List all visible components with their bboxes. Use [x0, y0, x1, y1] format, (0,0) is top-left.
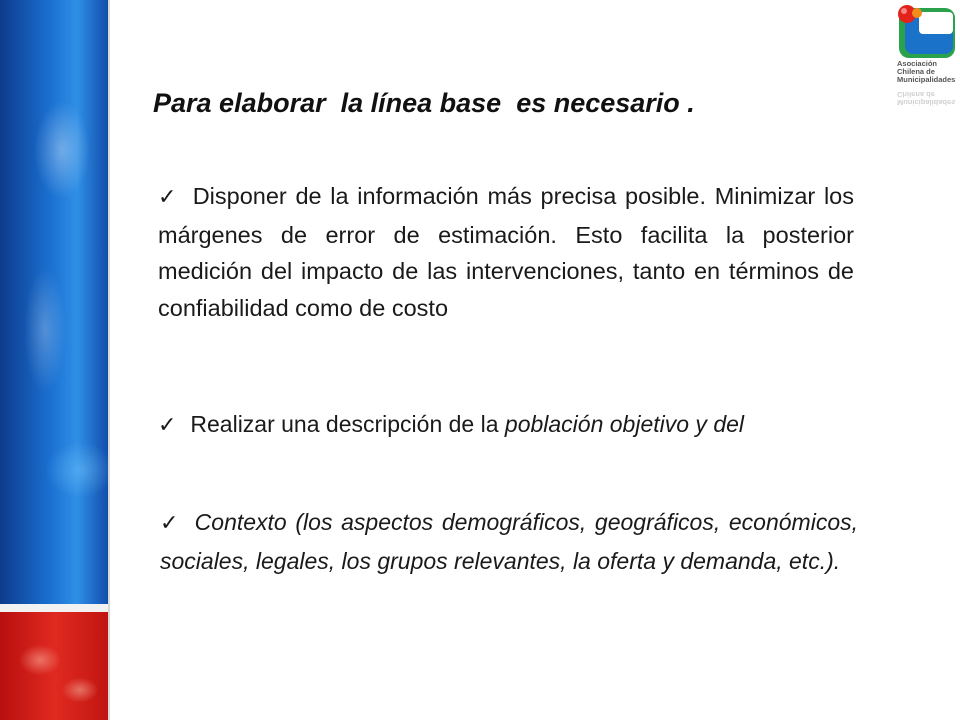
bullet-text: Contexto (los aspectos demográficos, geográficos, económicos, sociales, legales, los grupos relevantes, la oferta y demanda, etc.). — [160, 509, 859, 574]
bullet-text: Disponer de la información más precisa posible. Minimizar los márgenes de error de estimación. Esto facilita la posterior medición del impacto de las intervenciones, tanto en términos de confiabilidad como de costo — [158, 183, 854, 321]
check-icon: ✓ — [160, 511, 179, 536]
left-band-edge — [108, 0, 110, 720]
logo-reflection: Municipalidades Chilena de — [897, 90, 956, 107]
left-band-divider — [0, 604, 110, 612]
slide-title: Para elaborar la línea base es necesario . — [153, 88, 695, 118]
logo — [893, 2, 959, 120]
left-red-band — [0, 612, 110, 720]
bullet-text-italic: población objetivo y del — [504, 411, 745, 437]
bullet-item — [160, 504, 858, 579]
check-icon: ✓ — [158, 413, 177, 438]
left-blue-band — [0, 0, 110, 604]
bullet-item — [158, 178, 854, 326]
logo-mark-icon — [893, 2, 959, 62]
logo-text: Asociación Chilena de Municipalidades — [897, 59, 956, 84]
check-icon: ✓ — [158, 185, 177, 210]
bullet-item — [158, 406, 856, 444]
bullet-text: Realizar una descripción de la — [190, 411, 505, 437]
